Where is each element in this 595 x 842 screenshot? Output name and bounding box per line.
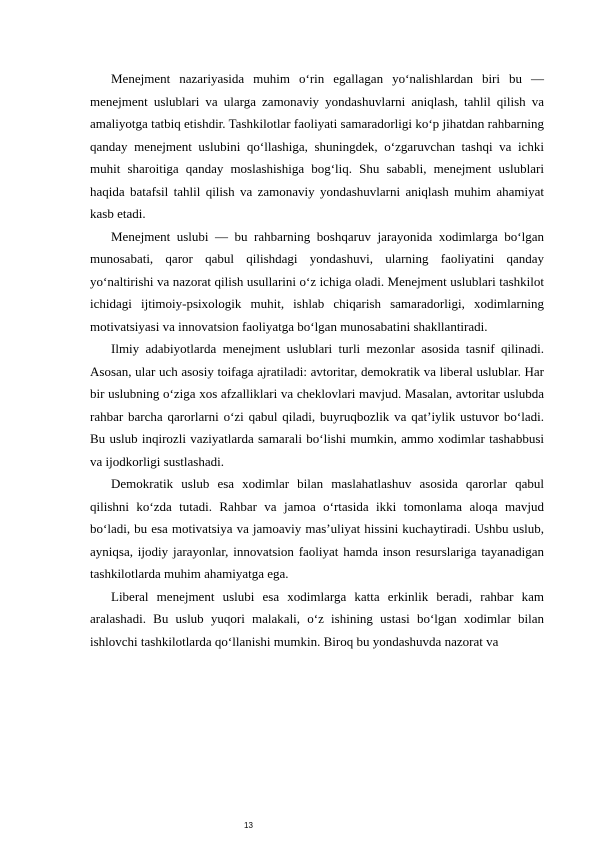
page-number: 13 [244, 821, 253, 830]
paragraph-1: Menejment nazariyasida muhim o‘rin egallagan yo‘nalishlardan biri bu — menejment uslublari va ularga zamonaviy yondashuvlarni aniqlash, tahlil qilish va amaliyotga tatbiq etishdir. Tashkilotlar faoliyati samaradorligi ko‘p jihatdan rahbarning qanday menejment uslubini qo‘llashiga, shuningdek, o‘zgaruvchan tashqi va ichki muhit sharoitiga qanday moslashishiga bog‘liq. Shu sababli, menejment uslublari haqida batafsil tahlil qilish va zamonaviy yondashuvlarni aniqlash muhim ahamiyat kasb etadi. [90, 71, 544, 221]
paragraph-3: Ilmiy adabiyotlarda menejment uslublari turli mezonlar asosida tasnif qilinadi. Asosan, ular uch asosiy toifaga ajratiladi: avtoritar, demokratik va liberal uslublar. Har bir uslubning o‘ziga xos afzalliklari va cheklovlari mavjud. Masalan, avtoritar uslubda rahbar barcha qarorlarni o‘zi qabul qiladi, buyruqbozlik va qat’iylik ustuvor bo‘ladi. Bu uslub inqirozli vaziyatlarda samarali bo‘lishi mumkin, ammo xodimlar tashabbusi va ijodkorligi sustlashadi. [90, 341, 544, 469]
body-text [90, 68, 544, 653]
paragraph-5: Liberal menejment uslubi esa xodimlarga katta erkinlik beradi, rahbar kam aralashadi. Bu uslub yuqori malakali, o‘z ishining ustasi bo‘lgan xodimlar bilan ishlovchi tashkilotlarda qo‘llanishi mumkin. Biroq bu yondashuvda nazorat va [90, 588, 544, 649]
paragraph-2: Menejment uslubi — bu rahbarning boshqaruv jarayonida xodimlarga bo‘lgan munosabati, qaror qabul qilishdagi yondashuvi, ularning faoliyatini qanday yo‘naltirishi va nazorat qilish usullarini o‘z ichiga oladi. Menejment uslublari tashkilot ichidagi ijtimoiy-psixologik muhit, ishlab chiqarish samaradorligi, xodimlarning motivatsiyasi va innovatsion faoliyatga bo‘lgan munosabatini shakllantiradi. [90, 228, 544, 334]
paragraph-4: Demokratik uslub esa xodimlar bilan maslahatlashuv asosida qarorlar qabul qilishni ko‘zda tutadi. Rahbar va jamoa o‘rtasida ikki tomonlama aloqa mavjud bo‘ladi, bu esa motivatsiya va jamoaviy mas’uliyat hissini kuchaytiradi. Ushbu uslub, ayniqsa, ijodiy jarayonlar, innovatsion faoliyat hamda inson resurslariga tayanadigan tashkilotlarda muhim ahamiyatga ega. [90, 476, 544, 581]
